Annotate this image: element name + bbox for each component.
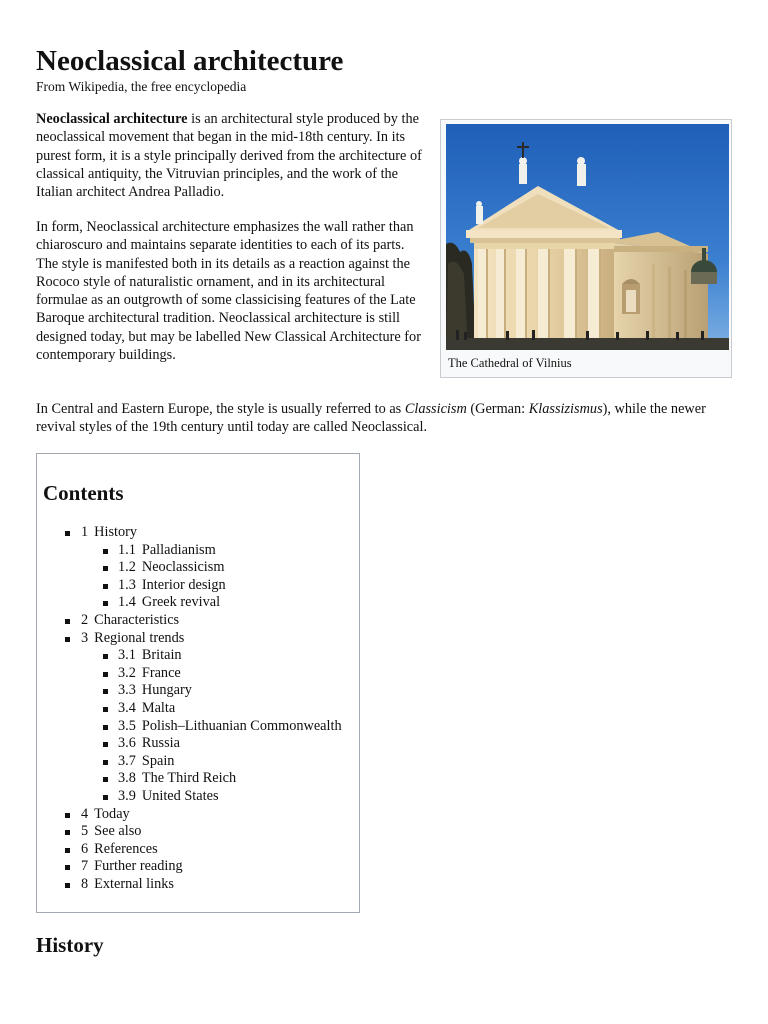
toc-item-neoclassicism[interactable]: [37, 559, 342, 577]
toc-label: France: [141, 664, 181, 681]
toc-item-further-reading[interactable]: [37, 858, 342, 876]
toc-list: [37, 524, 342, 893]
toc-number: 6: [81, 840, 89, 857]
page-title: Neoclassical architecture: [36, 45, 344, 77]
classicism-paragraph: [36, 400, 716, 437]
toc-number: 1.2: [118, 559, 136, 576]
toc-number: 3.2: [118, 664, 136, 681]
cathedral-figure: [440, 119, 732, 378]
toc-number: 3.5: [118, 717, 136, 734]
toc-item-france[interactable]: [37, 665, 342, 683]
toc-item-spain[interactable]: [37, 753, 342, 771]
toc-number: 8: [81, 875, 89, 892]
toc-item-britain[interactable]: [37, 647, 342, 665]
toc-label: Further reading: [94, 858, 183, 875]
history-heading: History: [36, 933, 104, 957]
toc-item-greek-revival[interactable]: [37, 594, 342, 612]
toc-item-characteristics[interactable]: [37, 612, 342, 630]
toc-label: Britain: [141, 647, 182, 664]
toc-number: 3.6: [118, 735, 136, 752]
intro-lead-text: is an architectural style produced by the neoclassical movement that began in the mid-18th century. In its purest form, it is a style principally derived from the architecture of classical antiquity, the Vitruvian principles, and the work of the Italian architect Andrea Palladio.: [36, 111, 422, 201]
toc-label: Characteristics: [94, 611, 180, 628]
page-subtitle: From Wikipedia, the free encyclopedia: [36, 79, 247, 94]
intro-lead-bold: Neoclassical architecture: [36, 111, 188, 127]
toc-item-third-reich[interactable]: [37, 770, 342, 788]
toc-item-history[interactable]: [37, 524, 342, 542]
toc-number: 1.3: [118, 576, 136, 593]
toc-label: Interior design: [141, 576, 226, 593]
toc-number: 2: [81, 611, 89, 628]
toc-number: 7: [81, 858, 89, 875]
toc-label: External links: [94, 875, 174, 892]
toc-item-russia[interactable]: [37, 735, 342, 753]
toc-number: 3.7: [118, 752, 136, 769]
toc-label: Palladianism: [141, 541, 216, 558]
toc-number: 3.9: [118, 787, 136, 804]
toc-title: Contents: [43, 481, 124, 505]
cathedral-illustration: [446, 124, 729, 350]
intro-paragraph: [36, 110, 428, 201]
klassizismus-term: Klassizismus: [528, 401, 603, 417]
cathedral-image[interactable]: [446, 124, 729, 350]
form-paragraph: In form, Neoclassical architecture emphasizes the wall rather than chiaroscuro and maintains separate identities to each of its parts. The style is manifested both in its details as a reaction against the Rococo style of naturalistic ornament, and in its architectural formulae as an outgrowth of some classicising features of the Late Baroque architectural tradition. Neoclassical architecture is still designed today, but may be labelled New Classical Architecture for contemporary buildings.: [36, 219, 421, 364]
classicism-term: Classicism: [404, 401, 467, 417]
toc-number: 3.3: [118, 682, 136, 699]
toc-label: Neoclassicism: [141, 559, 225, 576]
toc-label: Polish–Lithuanian Commonwealth: [141, 717, 342, 734]
toc-number: 3.4: [118, 699, 136, 716]
toc-item-see-also[interactable]: [37, 823, 342, 841]
toc-item-interior-design[interactable]: [37, 577, 342, 595]
toc-label: Hungary: [141, 682, 192, 699]
toc-item-hungary[interactable]: [37, 682, 342, 700]
toc-item-palladianism[interactable]: [37, 542, 342, 560]
toc-label: References: [94, 840, 158, 857]
toc-number: 1.1: [118, 541, 136, 558]
toc-number: 3: [81, 629, 89, 646]
toc-number: 3.8: [118, 770, 136, 787]
toc-item-regional-trends[interactable]: [37, 630, 342, 648]
toc-label: Regional trends: [94, 629, 185, 646]
toc-label: See also: [94, 823, 142, 840]
toc-item-malta[interactable]: [37, 700, 342, 718]
toc-label: United States: [141, 787, 219, 804]
toc-item-polish-lithuanian-commonwealth[interactable]: [37, 718, 342, 736]
toc-item-references[interactable]: [37, 841, 342, 859]
toc-item-today[interactable]: [37, 806, 342, 824]
toc-label: Greek revival: [141, 594, 221, 611]
classicism-text-3: ), while the newer revival styles of the 19th century until today are called Neoclassical.: [36, 401, 706, 436]
toc-label: Malta: [141, 699, 176, 716]
toc-number: 4: [81, 805, 89, 822]
image-caption: The Cathedral of Vilnius: [448, 356, 572, 370]
classicism-text-1: In Central and Eastern Europe, the style is usually referred to as: [36, 401, 405, 417]
toc-label: Russia: [141, 735, 181, 752]
toc-item-external-links[interactable]: [37, 876, 342, 894]
toc-number: 1.4: [118, 594, 136, 611]
toc-label: Today: [94, 805, 130, 822]
toc-number: 5: [81, 823, 89, 840]
toc-item-united-states[interactable]: [37, 788, 342, 806]
classicism-text-2: (German:: [466, 401, 529, 417]
toc-label: Spain: [141, 752, 175, 769]
toc-label: History: [94, 524, 138, 540]
toc-number: 1: [81, 524, 89, 540]
toc-number: 3.1: [118, 647, 136, 664]
toc-label: The Third Reich: [141, 770, 237, 787]
table-of-contents: [36, 453, 360, 913]
